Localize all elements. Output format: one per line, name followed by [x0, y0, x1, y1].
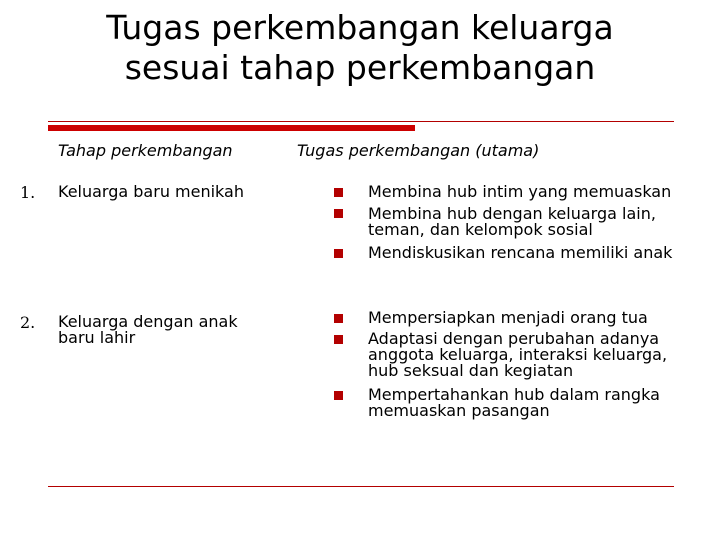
square-bullet-icon — [334, 314, 343, 323]
square-bullet-icon — [334, 209, 343, 218]
row-1-number: 1. — [20, 183, 36, 202]
title-line-1: Tugas perkembangan keluarga — [106, 8, 614, 47]
row-2-stage — [58, 314, 238, 346]
row-2-task-3 — [368, 387, 718, 419]
task-line: hub seksual dan kegiatan — [368, 361, 574, 380]
top-thick-rule — [48, 125, 415, 131]
task-line: anggota keluarga, interaksi keluarga, — [368, 345, 668, 364]
stage-line: baru lahir — [58, 328, 136, 347]
square-bullet-icon — [334, 249, 343, 258]
square-bullet-icon — [334, 188, 343, 197]
row-2-task-1 — [368, 310, 718, 326]
header-tasks: Tugas perkembangan (utama) — [297, 141, 540, 160]
title-line-2: sesuai tahap perkembangan — [124, 48, 596, 87]
row-1-task-3 — [368, 245, 718, 261]
slide-title — [0, 8, 720, 88]
task-line: Mendiskusikan rencana memiliki anak — [368, 243, 673, 262]
row-2-task-2 — [368, 331, 718, 379]
row-2-number: 2. — [20, 313, 36, 332]
stage-line: Keluarga dengan anak — [58, 312, 238, 331]
task-line: teman, dan kelompok sosial — [368, 220, 593, 239]
row-1-stage: Keluarga baru menikah — [58, 182, 244, 201]
header-stage: Tahap perkembangan — [58, 141, 233, 160]
task-line: Mempersiapkan menjadi orang tua — [368, 308, 648, 327]
row-1-task-1 — [368, 184, 718, 200]
task-line: Membina hub intim yang memuaskan — [368, 182, 672, 201]
bottom-thin-rule — [48, 486, 674, 487]
task-line: Membina hub dengan keluarga lain, — [368, 204, 656, 223]
square-bullet-icon — [334, 391, 343, 400]
row-1-task-2 — [368, 206, 718, 238]
task-line: memuaskan pasangan — [368, 401, 550, 420]
square-bullet-icon — [334, 335, 343, 344]
task-line: Mempertahankan hub dalam rangka — [368, 385, 660, 404]
top-thin-rule — [48, 121, 674, 122]
task-line: Adaptasi dengan perubahan adanya — [368, 329, 660, 348]
